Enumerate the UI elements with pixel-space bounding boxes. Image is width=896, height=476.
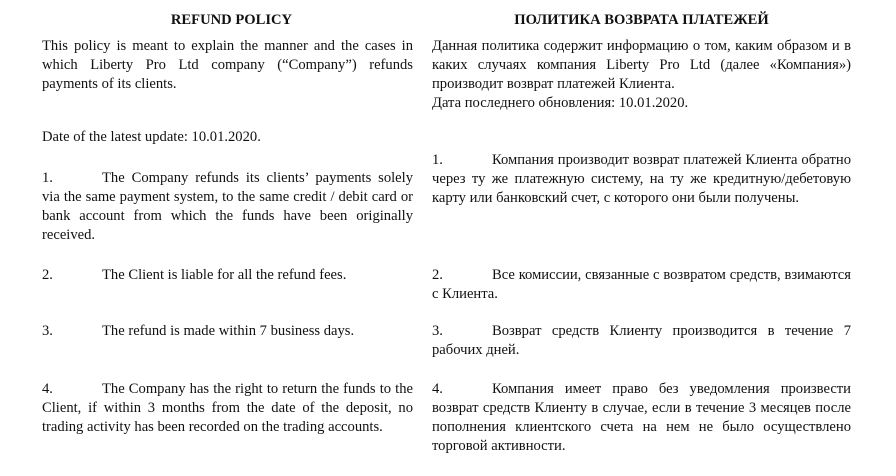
english-update-date: Date of the latest update: 10.01.2020. xyxy=(42,129,261,145)
english-item-4 xyxy=(42,380,413,437)
russian-item-2 xyxy=(432,266,851,304)
english-item-2-text: The Client is liable for all the refund fees. xyxy=(102,267,347,283)
russian-item-2-number: 2. xyxy=(432,267,443,283)
russian-item-1 xyxy=(432,151,851,208)
russian-item-1-number: 1. xyxy=(432,152,443,168)
russian-item-1-text: Компания производит возврат платежей Клиента обратно через ту же платежную систему, на ту же кредитную/дебетовую карту или банковский счет, с которого они были получены. xyxy=(432,152,851,206)
english-item-1 xyxy=(42,169,413,245)
english-item-4-text: The Company has the right to return the funds to the Client, if within 3 months from the date of the deposit, no trading activity has been recorded on the trading accounts. xyxy=(42,381,413,435)
russian-item-3 xyxy=(432,322,851,360)
english-intro: This policy is meant to explain the manner and the cases in which Liberty Pro Ltd company (“Company”) refunds payments of its clients. xyxy=(42,38,413,92)
english-item-3-text: The refund is made within 7 business days. xyxy=(102,323,355,339)
english-title: REFUND POLICY xyxy=(170,12,293,28)
english-item-3 xyxy=(42,322,413,341)
russian-item-4-number: 4. xyxy=(432,381,443,397)
russian-intro: Данная политика содержит информацию о том, каким образом и в каких случаях компания Liberty Pro Ltd (далее «Компания») производит возврат платежей Клиента. xyxy=(432,38,851,92)
russian-item-4-text: Компания имеет право без уведомления произвести возврат средств Клиенту в случае, если в течение 3 месяцев после пополнения клиентского счета на нем не было осуществлено торговой активности. xyxy=(432,381,851,454)
english-item-1-text: The Company refunds its clients’ payments solely via the same payment system, to the same credit / debit card or bank account from which the funds have been originally received. xyxy=(42,170,413,243)
russian-item-2-text: Все комиссии, связанные с возвратом средств, взимаются с Клиента. xyxy=(432,267,851,302)
russian-update-date: Дата последнего обновления: 10.01.2020. xyxy=(432,95,689,111)
russian-title: ПОЛИТИКА ВОЗВРАТА ПЛАТЕЖЕЙ xyxy=(514,12,769,28)
russian-item-4 xyxy=(432,380,851,456)
english-item-2 xyxy=(42,266,413,285)
russian-item-3-text: Возврат средств Клиенту производится в течение 7 рабочих дней. xyxy=(432,323,851,358)
english-item-1-number: 1. xyxy=(42,170,53,186)
english-item-3-number: 3. xyxy=(42,323,53,339)
english-item-2-number: 2. xyxy=(42,267,53,283)
english-item-4-number: 4. xyxy=(42,381,53,397)
russian-item-3-number: 3. xyxy=(432,323,443,339)
